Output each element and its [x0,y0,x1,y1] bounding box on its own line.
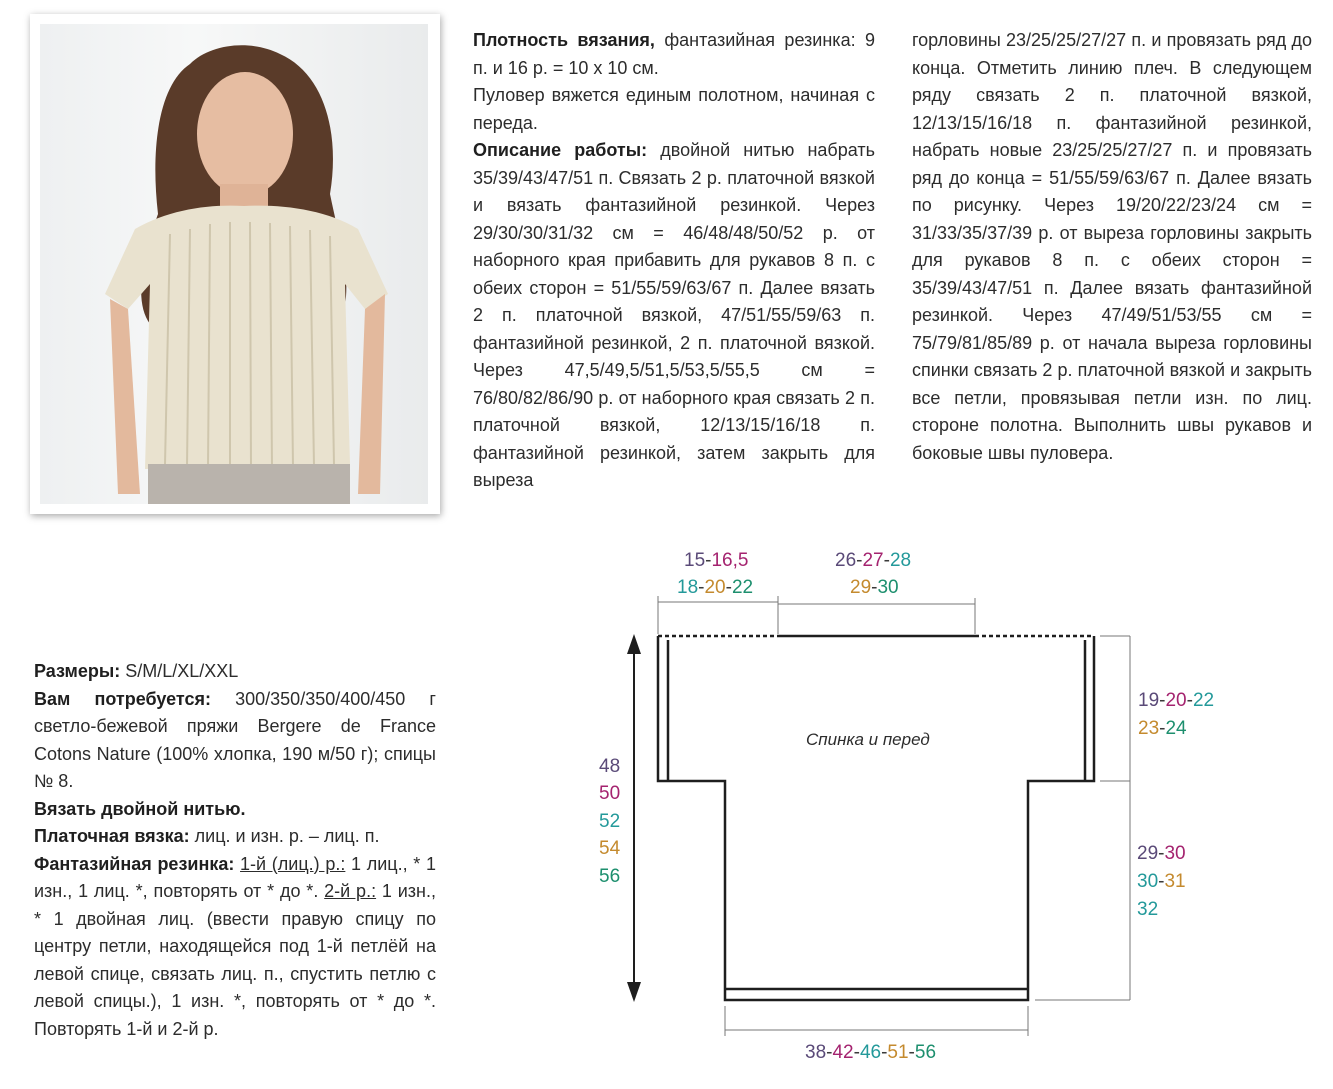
rib-row2-text: 1 изн., * 1 двойная лиц. (ввести правую спицу по центру петли, находящейся под 1-й петлёй на левой спице, связать лиц. п., спустить петлю с левой спицы.), 1 изн. *, повторять от * до *. Повторять 1-й и 2-й р. [34,881,436,1039]
height-l: 52 [599,811,621,832]
top-left-measure-row1: 15-16,5 [684,550,749,571]
density-text: фантазийная резинка: 9 п. и 16 р. = 10 x 10 см. [473,30,876,78]
height-m: 50 [599,783,621,804]
armhole-measure-row2: 23-24 [1138,718,1187,739]
body-measure-row1: 29-30 [1137,843,1186,864]
rib-row1-label: 1-й (лиц.) р.: [240,853,346,874]
armhole-measure-row1: 19-20-22 [1138,690,1215,711]
materials-text: 300/350/350/400/450 г светло-бежевой пряжи Bergere de France Cotons Nature (100% хлопка, 190 м/50 г); спицы № 8. [34,688,436,791]
top-left-measure-row2: 18-20-22 [677,577,754,598]
sizes-label: Размеры: [34,661,121,681]
body-measure-row3: 32 [1137,899,1159,920]
height-arrow [627,634,641,1002]
diagram-center-label: Спинка и перед [806,730,930,749]
height-s: 48 [599,756,621,777]
rib-label: Фантазийная резинка: [34,853,235,874]
garment-outline [658,636,1094,1000]
garter-text: лиц. и изн. р. – лиц. п. [189,826,380,846]
top-right-measure-row1: 26-27-28 [835,550,912,571]
height-xxl: 56 [599,866,621,887]
rib-row1-text: 1 лиц., * 1 изн., 1 лиц. *, повторять от * до *. [34,853,436,901]
double-yarn-label: Вязать двойной нитью. [34,798,246,819]
description-text: двойной нитью набрать 35/39/43/47/51 п. Связать 2 р. платочной вязкой и вязать фантазийной резинкой. Через 29/30/30/31/32 см = 46/48/48/50/52 р. от наборного края прибавить для рукавов 8 п. с обеих сторон = 51/55/59/63/67 п. Далее вязать 2 п. платочной вязкой, 47/51/55/59/63 п. фантазийной резинкой, 2 п. платочной вязкой. Через 47,5/49,5/51,5/53,5/55,5 см = 76/80/82/86/90 р. от наборного края связать 2 п. платочной вязкой, 12/13/15/16/18 п. фантазийной резинкой, затем закрыть для выреза [473,140,875,490]
description-label: Описание работы: [473,140,648,160]
top-right-measure-row2: 29-30 [850,577,899,598]
materials-label: Вам потребуется: [34,688,211,709]
body-measure-row2: 30-31 [1137,871,1186,892]
density-label: Плотность вязания, [473,30,655,50]
continuation-paragraph: горловины 23/25/25/27/27 п. и провязать ряд до конца. Отметить линию плеч. В следующем ряду связать 2 п. платочной вязкой, 12/13/15/16/18 п. фантазийной резинкой, набрать новые 23/25/25/27/27 п. и провязать ряд до конца = 51/55/59/63/67 п. Далее вязать по рисунку. Через 19/20/22/23/24 см = 31/33/35/37/39 р. от выреза горловины закрыть для рукавов 8 п. с обеих сторон = 35/39/43/47/51 п. Далее вязать фантазийной резинкой. Через 47/49/51/53/55 см = 75/79/81/85/89 р. от начала выреза горловины спинки связать 2 р. платочной вязкой и закрыть все петли, провязывая петли изн. по лиц. стороне полотна. Выполнить швы рукавов и боковые швы пуловера. [912,30,1312,463]
height-xl: 54 [599,838,621,859]
garter-label: Платочная вязка: [34,826,190,846]
construction-paragraph: Пуловер вяжется единым полотном, начиная с переда. [473,85,875,133]
rib-row2-label: 2-й р.: [324,881,377,901]
sizes-text: S/M/L/XL/XXL [120,661,239,681]
width-measure: 38-42-46-51-56 [805,1042,937,1063]
